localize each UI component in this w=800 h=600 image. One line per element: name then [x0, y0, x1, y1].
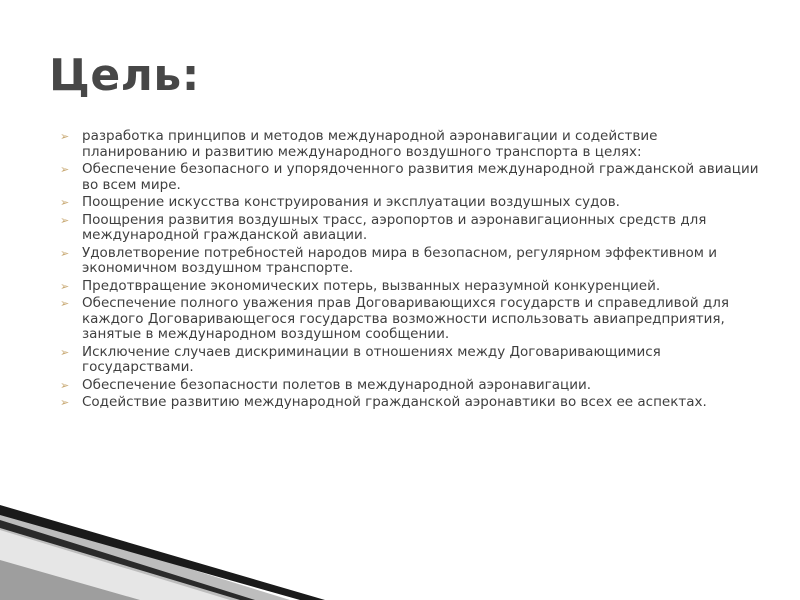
arrow-bullet-icon: ➢ — [60, 196, 70, 209]
bullet-text: разработка принципов и методов международной аэронавигации и содействие планированию и развитию международного воздушного транспорта в целях: — [82, 128, 658, 160]
bullet-text: Исключение случаев дискриминации в отношениях между Договаривающимися государствами. — [82, 343, 661, 375]
bullet-item — [60, 246, 760, 277]
bullet-item — [60, 296, 760, 343]
arrow-bullet-icon: ➢ — [60, 246, 70, 260]
bullet-item — [60, 279, 760, 295]
bullet-list — [60, 129, 760, 413]
arrow-bullet-icon: ➢ — [60, 297, 70, 310]
bullet-text: Поощрение искусства конструирования и эксплуатации воздушных судов. — [82, 194, 620, 210]
decorative-swoosh — [0, 490, 800, 600]
bullet-text: Содействие развитию международной гражданской аэронавтики во всех ее аспектах. — [82, 394, 707, 410]
bullet-item — [60, 162, 760, 193]
bullet-item — [60, 345, 760, 376]
arrow-bullet-icon: ➢ — [60, 130, 70, 143]
bullet-item — [60, 195, 760, 211]
bullet-text: Обеспечение безопасности полетов в международной аэронавигации. — [82, 376, 592, 393]
bullet-item — [60, 395, 760, 411]
bullet-text: Поощрения развития воздушных трасс, аэропортов и аэронавигационных средств для международной гражданской авиации. — [82, 211, 707, 243]
bullet-item — [60, 129, 760, 160]
bullet-item — [60, 213, 760, 244]
arrow-bullet-icon: ➢ — [60, 163, 70, 176]
arrow-bullet-icon: ➢ — [60, 345, 70, 359]
bullet-text: Обеспечение безопасного и упорядоченного развития международной гражданской авиации во всем мире. — [82, 161, 759, 193]
arrow-bullet-icon: ➢ — [60, 378, 70, 392]
bullet-text: Обеспечение полного уважения прав Договаривающихся государств и справедливой для каждого Договаривающегося государства возможности использовать авиапредприятия, занятые в международном воздушном сообщении. — [82, 295, 729, 342]
bullet-text: Удовлетворение потребностей народов мира в безопасном, регулярном эффективном и экономичном воздушном транспорте. — [82, 244, 718, 276]
arrow-bullet-icon: ➢ — [60, 213, 70, 227]
arrow-bullet-icon: ➢ — [60, 279, 70, 293]
bullet-text: Предотвращение экономических потерь, вызванных неразумной конкуренцией. — [82, 277, 661, 294]
arrow-bullet-icon: ➢ — [60, 396, 70, 409]
bullet-item — [60, 378, 760, 394]
slide-title: Цель: — [49, 50, 200, 101]
